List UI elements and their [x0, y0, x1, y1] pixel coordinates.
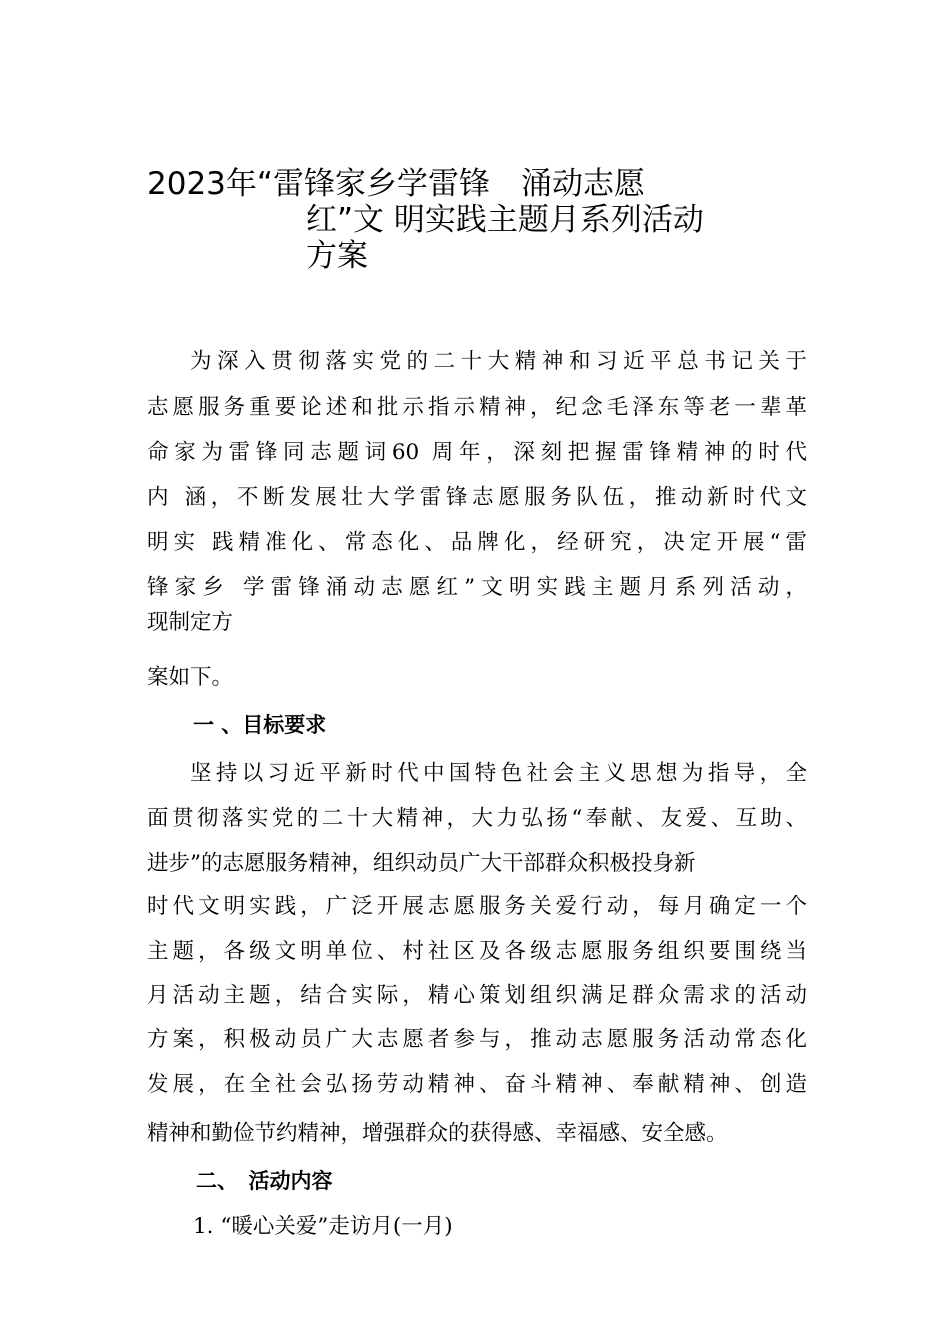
intro-line: 命家为雷锋同志题词60 周年，深刻把握雷锋精神的时代: [147, 440, 807, 465]
intro-line: 为深入贯彻落实党的二十大精神和习近平总书记关于: [190, 349, 807, 374]
section-heading-activities: 二、 活动内容: [196, 1169, 333, 1193]
paragraph-line: 时代文明实践，广泛开展志愿服务关爱行动，每月确定一个: [147, 894, 807, 919]
intro-line: 明实 践精准化、常态化、品牌化，经研究，决定开展“雷: [147, 530, 807, 555]
intro-line: 案如下。: [147, 665, 234, 690]
paragraph-line: 面贯彻落实党的二十大精神，大力弘扬“奉献、友爱、互助、: [147, 806, 807, 831]
activity-item-1: 1. “暖心关爱”走访月(一月): [193, 1214, 453, 1239]
title-line-3: 方案: [306, 238, 368, 274]
paragraph-line: 精神和勤俭节约精神，增强群众的获得感、幸福感、安全感。: [147, 1121, 728, 1146]
title-line-2: 红”文 明实践主题月系列活动: [306, 202, 704, 238]
intro-line: 现制定方: [147, 610, 234, 635]
paragraph-line: 发展，在全社会弘扬劳动精神、奋斗精神、奉献精神、创造: [147, 1072, 807, 1097]
paragraph-line: 方案，积极动员广大志愿者参与，推动志愿服务活动常态化: [147, 1027, 807, 1052]
paragraph-line: 进步”的志愿服务精神，组织动员广大干部群众积极投身新: [147, 851, 696, 876]
intro-line: 志愿服务重要论述和批示指示精神，纪念毛泽东等老一辈革: [147, 395, 807, 420]
title-line-1: 2023年“雷锋家乡学雷锋 涌动志愿: [147, 166, 645, 202]
paragraph-line: 坚持以习近平新时代中国特色社会主义思想为指导，全: [190, 761, 807, 786]
intro-line: 锋家乡 学雷锋涌动志愿红”文明实践主题月系列活动，: [147, 575, 807, 600]
paragraph-line: 主题，各级文明单位、村社区及各级志愿服务组织要围绕当: [147, 939, 807, 964]
section-heading-goals: 一 、目标要求: [193, 713, 327, 737]
intro-line: 内 涵，不断发展壮大学雷锋志愿服务队伍，推动新时代文: [147, 485, 807, 510]
paragraph-line: 月活动主题，结合实际，精心策划组织满足群众需求的活动: [147, 983, 807, 1008]
